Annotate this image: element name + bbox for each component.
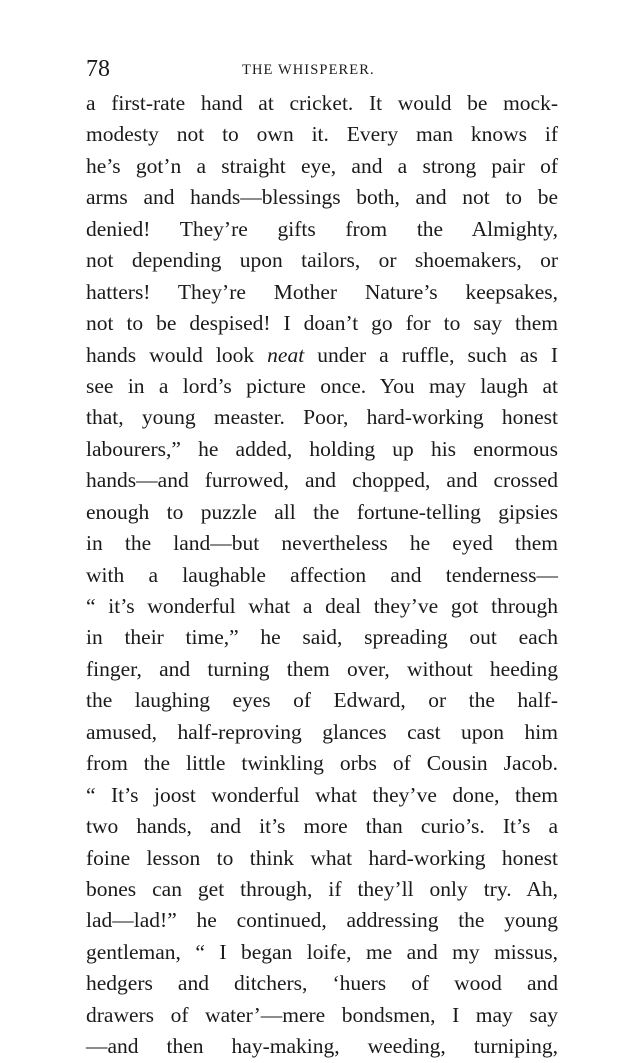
page-header — [86, 54, 556, 84]
text-line: hands—and furrowed, and chopped, and crossed — [86, 468, 558, 493]
text-line: in the land—but nevertheless he eyed them — [86, 531, 558, 556]
body-text — [86, 88, 558, 1063]
text-line: not depending upon tailors, or shoemakers, or — [86, 248, 558, 273]
text-line: from the little twinkling orbs of Cousin Jacob. — [86, 751, 558, 776]
text-line: he’s got’n a straight eye, and a strong pair of — [86, 153, 558, 178]
text-line: modesty not to own it. Every man knows if — [86, 122, 558, 147]
text-line: finger, and turning them over, without heeding — [86, 656, 558, 681]
text-line: “ it’s wonderful what a deal they’ve got through — [86, 594, 558, 618]
text-line: drawers of water’—mere bondsmen, I may say — [86, 1002, 558, 1027]
text-line: in their time,” he said, spreading out each — [86, 625, 558, 650]
text-line — [86, 340, 558, 371]
text-line: enough to puzzle all the fortune-telling gipsies — [86, 499, 558, 524]
text-line: foine lesson to think what hard-working honest — [86, 845, 558, 870]
text-line: with a laughable affection and tenderness— — [86, 562, 558, 587]
text-line: see in a lord’s picture once. You may laugh at — [86, 373, 558, 398]
text-line: labourers,” he added, holding up his enormous — [86, 436, 558, 461]
italic-word: neat — [267, 342, 305, 367]
text-line: amused, half-reproving glances cast upon him — [86, 719, 558, 744]
page-number: 78 — [86, 56, 110, 82]
text-segment: hands would look — [86, 342, 268, 367]
running-title: THE WHISPERER. — [242, 62, 375, 78]
text-line: not to be despised! I doan’t go for to say them — [86, 311, 558, 336]
text-line: gentleman, “ I began loife, me and my missus, — [86, 939, 558, 964]
text-line: hedgers and ditchers, ‘huers of wood and — [86, 971, 558, 996]
text-line: two hands, and it’s more than curio’s. It’s a — [86, 814, 558, 839]
text-line: bones can get through, if they’ll only try. Ah, — [86, 876, 558, 901]
text-line: that, young measter. Poor, hard-working honest — [86, 405, 558, 430]
text-line: “ It’s joost wonderful what they’ve done, them — [86, 782, 558, 807]
text-line: —and then hay-making, weeding, turniping, — [86, 1034, 558, 1059]
text-line: denied! They’re gifts from the Almighty, — [86, 216, 558, 241]
text-line: a first-rate hand at cricket. It would be mock- — [86, 91, 558, 115]
text-line: arms and hands—blessings both, and not to be — [86, 185, 558, 210]
text-line: hatters! They’re Mother Nature’s keepsakes, — [86, 279, 558, 304]
text-line: lad—lad!” he continued, addressing the young — [86, 908, 558, 933]
text-segment: under a ruffle, such as I — [304, 342, 558, 367]
text-line: the laughing eyes of Edward, or the half- — [86, 688, 558, 713]
